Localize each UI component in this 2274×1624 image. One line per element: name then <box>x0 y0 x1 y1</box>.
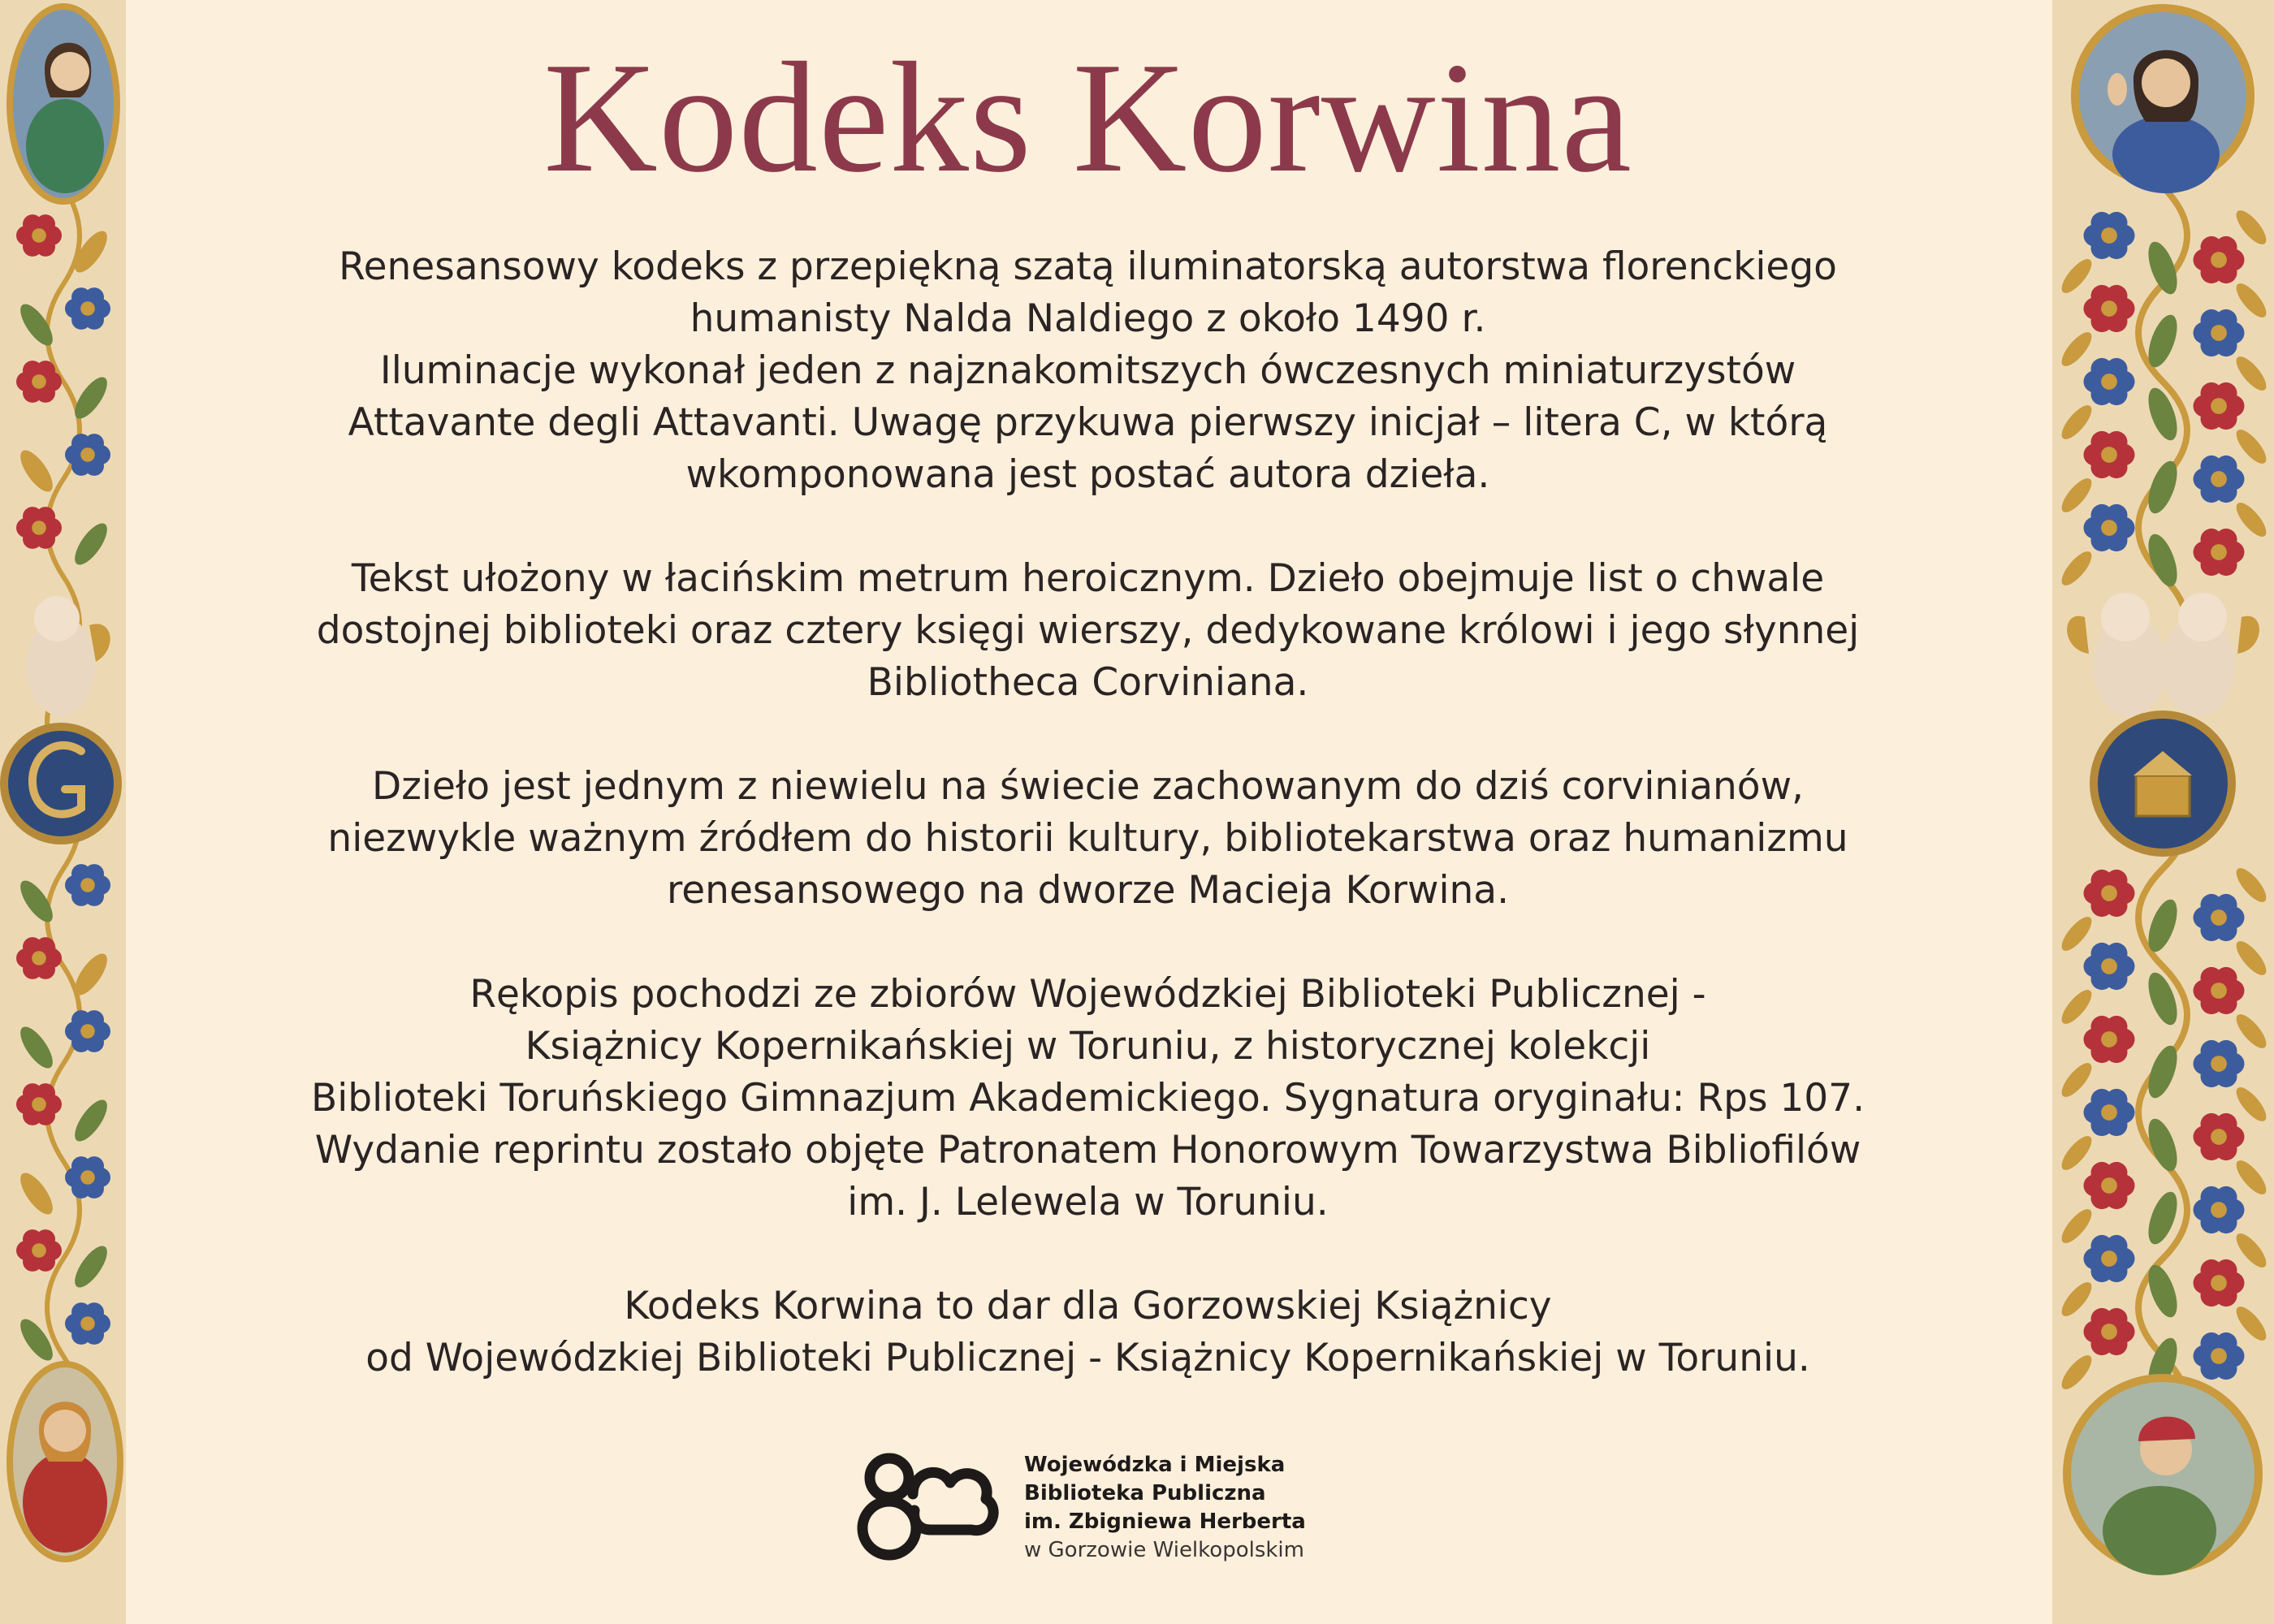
flower-center <box>2101 885 2117 901</box>
medallion-portrait-bottom-right <box>2067 1378 2259 1575</box>
paragraph-significance <box>123 761 2052 917</box>
medallion-portrait-top-left <box>10 6 117 201</box>
flower-center <box>2101 300 2117 317</box>
flower-center <box>80 1024 95 1039</box>
text-line: Dzieło jest jednym z niewielu na świecie zachowanym do dziś corvinianów, <box>372 764 1804 809</box>
figure-body <box>2103 1486 2216 1575</box>
cherub-head <box>34 596 80 641</box>
flower-center <box>2211 471 2227 487</box>
library-name-line: Wojewódzka i Miejska <box>1024 1453 1286 1477</box>
flower-center <box>2211 1202 2227 1218</box>
text-line: Rękopis pochodzi ze zbiorów Wojewódzkiej Biblioteki Publicznej - <box>469 972 1706 1017</box>
flower-center <box>2101 1031 2117 1047</box>
flower-center <box>32 1097 46 1112</box>
library-name-line: Biblioteka Publiczna <box>1024 1481 1266 1505</box>
flower-center <box>2101 227 2117 244</box>
flower-center <box>2211 1129 2227 1145</box>
figure-body <box>2112 115 2220 193</box>
library-location: w Gorzowie Wielkopolskim <box>1024 1538 1304 1562</box>
cherub-head <box>2101 593 2150 641</box>
flower-center <box>2101 520 2117 536</box>
illuminated-border-left <box>0 0 126 1624</box>
text-line: Iluminacje wykonał jeden z najznakomitszych ówczesnych miniaturzystów <box>379 348 1796 393</box>
flower-center <box>32 951 46 965</box>
text-line: im. J. Lelewela w Toruniu. <box>847 1180 1329 1224</box>
flower-center <box>80 1170 95 1185</box>
flower-center <box>2101 1104 2117 1121</box>
flower-center <box>2211 909 2227 926</box>
flower-center <box>32 520 46 535</box>
flower-center <box>80 301 95 316</box>
library-name <box>1024 1451 1306 1565</box>
initial-medallion-left <box>4 727 118 840</box>
text-line: Renesansowy kodeks z przepiękną szatą iluminatorską autorstwa florenckiego <box>339 244 1837 289</box>
text-line: Biblioteki Toruńskiego Gimnazjum Akademickiego. Sygnatura oryginału: Rps 107. <box>310 1076 1865 1121</box>
text-line: Tekst ułożony w łacińskim metrum heroicznym. Dzieło obejmuje list o chwale <box>351 556 1825 601</box>
text-line: Kodeks Korwina to dar dla Gorzowskiej Książnicy <box>624 1284 1552 1328</box>
text-line: Bibliotheca Corviniana. <box>867 660 1309 705</box>
paragraph-donation <box>123 1281 2052 1384</box>
paragraph-text-content <box>123 553 2052 709</box>
cherub-head <box>2178 593 2227 641</box>
text-line: Książnicy Kopernikańskiej w Toruniu, z historycznej kolekcji <box>525 1024 1651 1069</box>
golden-chest-emblem <box>2136 775 2190 816</box>
figure-body <box>26 99 104 193</box>
text-line: dostojnej biblioteki oraz cztery księgi wierszy, dedykowane królowi i jego słynnej <box>316 608 1860 653</box>
medallion-portrait-bottom-left <box>10 1364 120 1559</box>
flower-center <box>32 1243 46 1258</box>
flower-center <box>80 878 95 892</box>
flower-center <box>2211 544 2227 560</box>
flower-center <box>2211 252 2227 268</box>
flower-center <box>32 374 46 389</box>
logo-eight-top-loop <box>870 1458 909 1497</box>
illuminated-border-right <box>2052 0 2274 1624</box>
flower-center <box>2101 447 2117 463</box>
flower-center <box>2101 374 2117 390</box>
library-logo-icon <box>845 1445 999 1567</box>
figure-hand <box>2108 73 2127 106</box>
flower-center <box>2101 1250 2117 1267</box>
flower-center <box>2211 1348 2227 1364</box>
text-line: Attavante degli Attavanti. Uwagę przykuwa pierwszy inicjał – litera C, w którą <box>348 400 1828 445</box>
flower-center <box>2211 398 2227 414</box>
text-line: od Wojewódzkiej Biblioteki Publicznej - Książnicy Kopernikańskiej w Toruniu. <box>365 1336 1810 1380</box>
figure-head <box>44 1410 86 1452</box>
text-line: Wydanie reprintu zostało objęte Patronatem Honorowym Towarzystwa Bibliofilów <box>314 1128 1861 1173</box>
text-line: wkomponowana jest postać autora dzieła. <box>685 452 1490 497</box>
paragraph-codex-description <box>123 241 2052 501</box>
text-line: renesansowego na dworze Macieja Korwina. <box>666 868 1510 913</box>
text-line: niezwykle ważnym źródłem do historii kultury, bibliotekarstwa oraz humanizmu <box>327 816 1848 861</box>
description-text <box>123 241 2052 1384</box>
flower-center <box>2211 1056 2227 1072</box>
flower-center <box>80 447 95 462</box>
figure-head <box>50 52 89 91</box>
flower-center <box>80 1316 95 1331</box>
logo-cloud-shape <box>913 1472 993 1530</box>
figure-head <box>2142 58 2190 107</box>
library-name-line: im. Zbigniewa Herberta <box>1024 1510 1306 1534</box>
flower-center <box>2101 1324 2117 1340</box>
text-line: humanisty Nalda Naldiego z około 1490 r. <box>690 296 1486 341</box>
flower-center <box>2211 1275 2227 1291</box>
flower-center <box>2101 1177 2117 1194</box>
flower-center <box>2101 958 2117 974</box>
flower-center <box>2211 325 2227 341</box>
figure-body <box>23 1452 107 1553</box>
logo-eight-bottom-loop <box>862 1501 916 1555</box>
paragraph-provenance <box>123 969 2052 1229</box>
flower-center <box>32 228 46 243</box>
page-title: Kodeks Korwina <box>543 30 1632 205</box>
flower-center <box>2211 983 2227 999</box>
coat-of-arms-medallion-right <box>2094 715 2232 853</box>
